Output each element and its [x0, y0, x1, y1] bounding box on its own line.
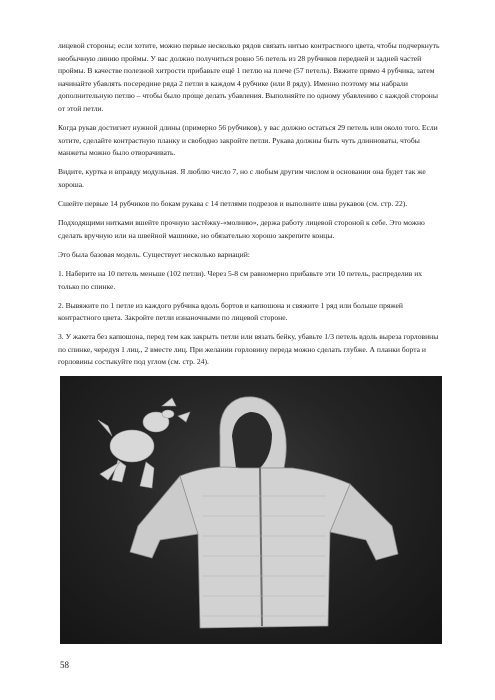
jacket-photo	[60, 376, 442, 644]
paragraph-6: Это была базовая модель. Существует несколько вариаций:	[58, 249, 250, 259]
paragraph-5: Подходящими нитками вшейте прочную застёжку-«молнию», держа работу лицевой стороной к себе. Это можно сделать вручную или на швейной машинке, но обязательно хорошо закрепите концы.	[58, 218, 425, 240]
jacket-photo-illustration	[60, 376, 442, 644]
paragraph-1: лицевой стороны; если хотите, можно первые несколько рядов связать нитью контрастного цвета, чтобы подчеркнуть необычную линию проймы. У вас должно получиться ровно 56 петель из 28 рубчиков передней и задней частей проймы. В качестве полезной хитрости прибавьте ещё 1 петлю на плече (57 петель). Вяжите прямо 4 рубчика, затем начинайте убавлять посередине ряда 2 петли в каждом 4 рубчике (или 8 ряду). Именно поэтому мы набрали дополнительную петлю – чтобы было проще делать убавления. Выполняйте по одному убавлению с каждой стороны от этой петли.	[58, 41, 440, 113]
page-number: 58	[60, 660, 69, 670]
paragraph-4: Сшейте первые 14 рубчиков по бокам рукава с 14 петлями подрезов и выполните швы рукавов (см. стр. 22).	[58, 199, 408, 209]
variation-1: 1. Наберите на 10 петель меньше (102 петли). Через 5-8 см равномерно прибавьте эти 10 петель, распределив их только по спинке.	[58, 268, 423, 291]
paragraph-2: Когда рукав достигнет нужной длины (примерно 56 рубчиков), у вас должно остаться 29 петель или около того. Если хотите, сделайте контрастную планку и свободно закройте петли. Рукава должны быть чуть длинноваты, чтобы манжеты можно было отворачивать.	[58, 123, 438, 158]
variation-3: 3. У жакета без капюшона, перед тем как закрыть петли или вязать бейку, убавьте 1/3 петель вдоль выреза горловины по спинке, чередуя 1 лиц., 2 вместе лиц. При желании горловину переда можно сделать глубже. А планки борта и горловины состыкуйте под углом (см. стр. 24).	[58, 332, 439, 367]
paragraph-3: Видите, куртка и вправду модульная. Я люблю число 7, но с любым другим числом в основании она будет так же хороша.	[58, 167, 426, 189]
toy-animal-figure	[98, 398, 190, 488]
body-text	[58, 40, 443, 376]
knitted-jacket-figure	[130, 397, 398, 628]
variation-2: 2. Вывяжите по 1 петле из каждого рубчика вдоль бортов и капюшона и свяжите 1 ряд или больше пряжей контрастного цвета. Закройте петли изнаночными по лицевой стороне.	[58, 300, 403, 323]
